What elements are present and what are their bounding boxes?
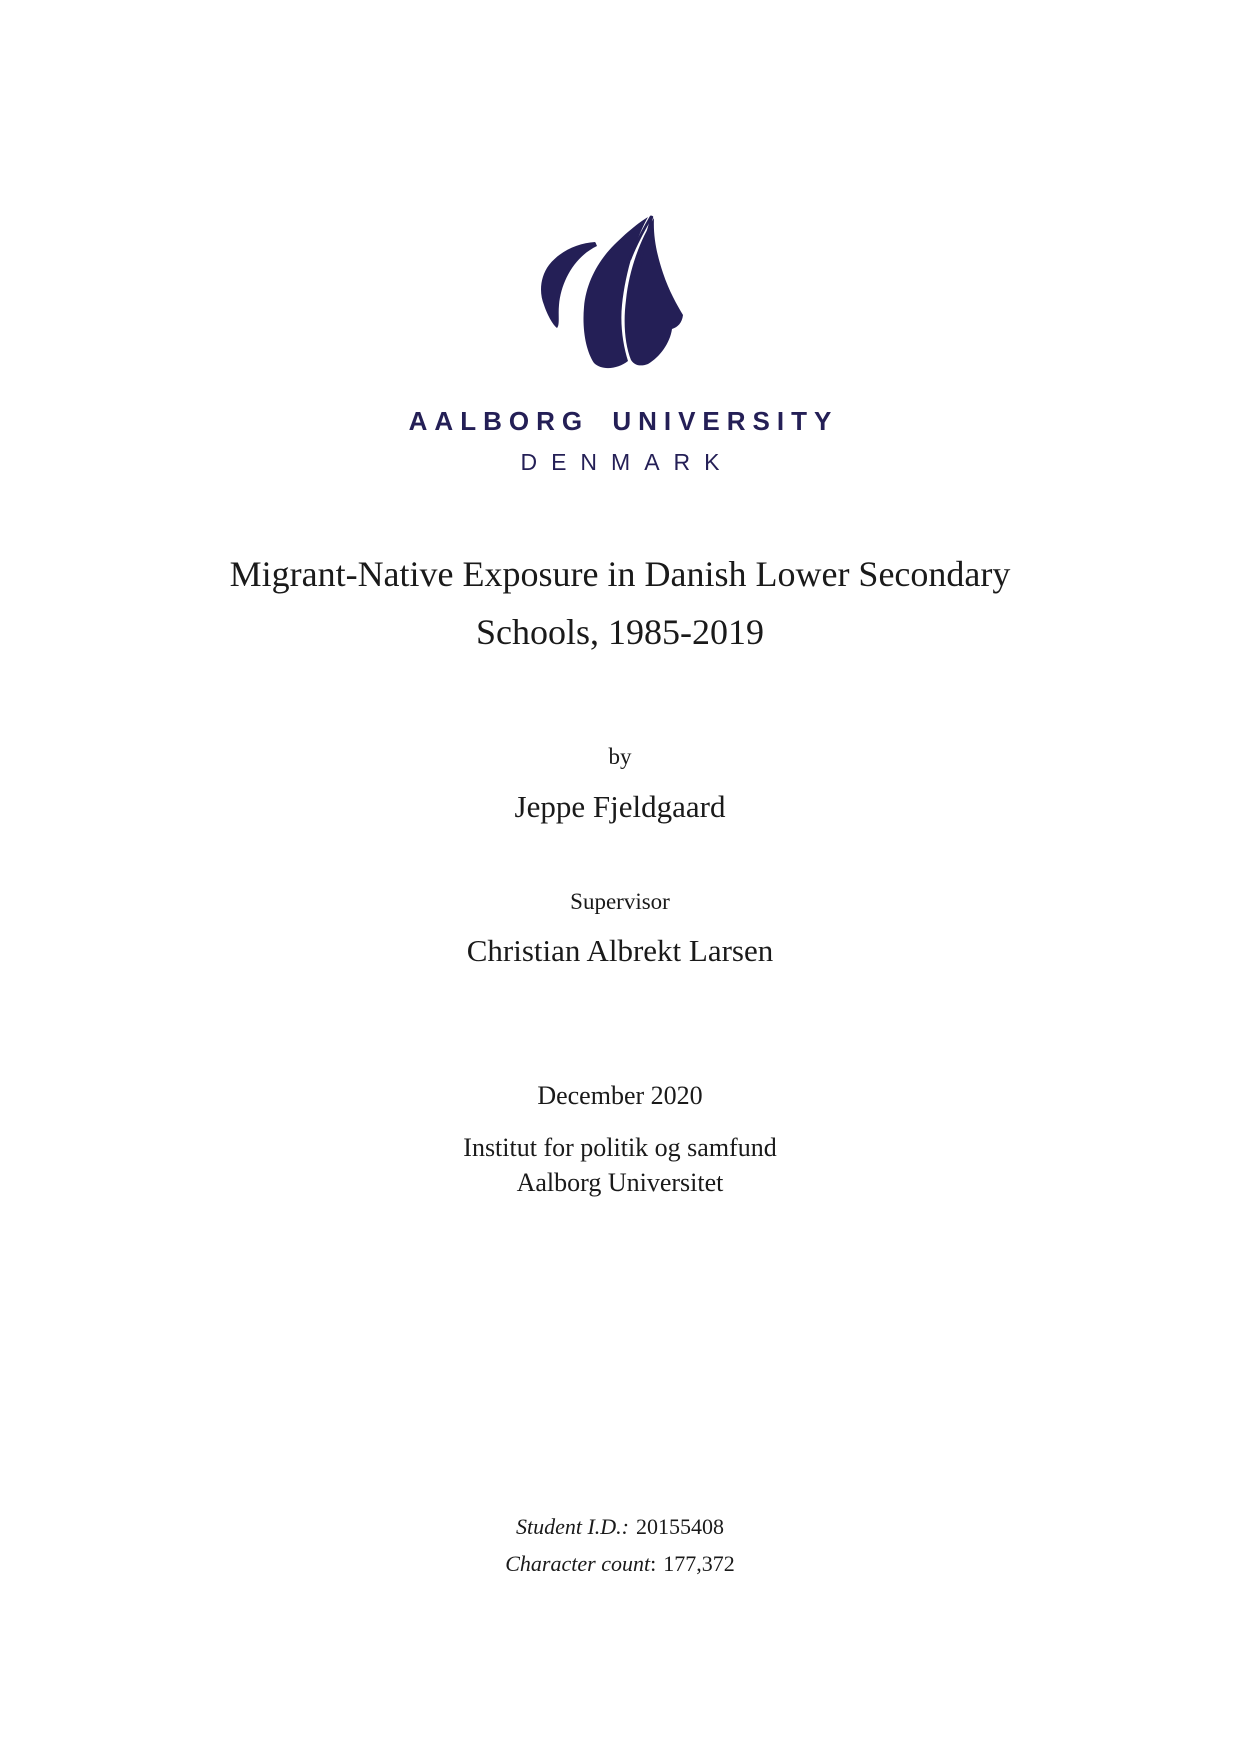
author-name: Jeppe Fjeldgaard [514, 789, 726, 824]
thesis-title [0, 545, 1240, 661]
character-count-line [0, 1551, 1240, 1577]
character-count-value: 177,372 [663, 1551, 735, 1576]
department-name: Institut for politik og samfund [463, 1133, 777, 1162]
publication-date: December 2020 [537, 1081, 703, 1110]
institution-name: Aalborg Universitet [516, 1168, 724, 1197]
university-wordmark: AALBORG UNIVERSITY [408, 406, 839, 436]
byline-label: by [608, 744, 632, 769]
university-country-label: DENMARK [520, 449, 734, 475]
thesis-title-line-1: Migrant-Native Exposure in Danish Lower Secondary [229, 554, 1011, 594]
student-id-line [0, 1514, 1240, 1540]
aau-logo [530, 195, 700, 375]
aau-feather-icon [530, 195, 700, 375]
student-id-value: 20155408 [636, 1514, 725, 1539]
character-count-label: Character count [505, 1551, 651, 1576]
student-id-label: Student I.D.: [515, 1514, 629, 1539]
supervisor-label: Supervisor [570, 889, 670, 914]
thesis-title-line-2: Schools, 1985-2019 [476, 612, 764, 652]
supervisor-name: Christian Albrekt Larsen [466, 933, 774, 968]
character-count-separator: : [650, 1551, 657, 1576]
